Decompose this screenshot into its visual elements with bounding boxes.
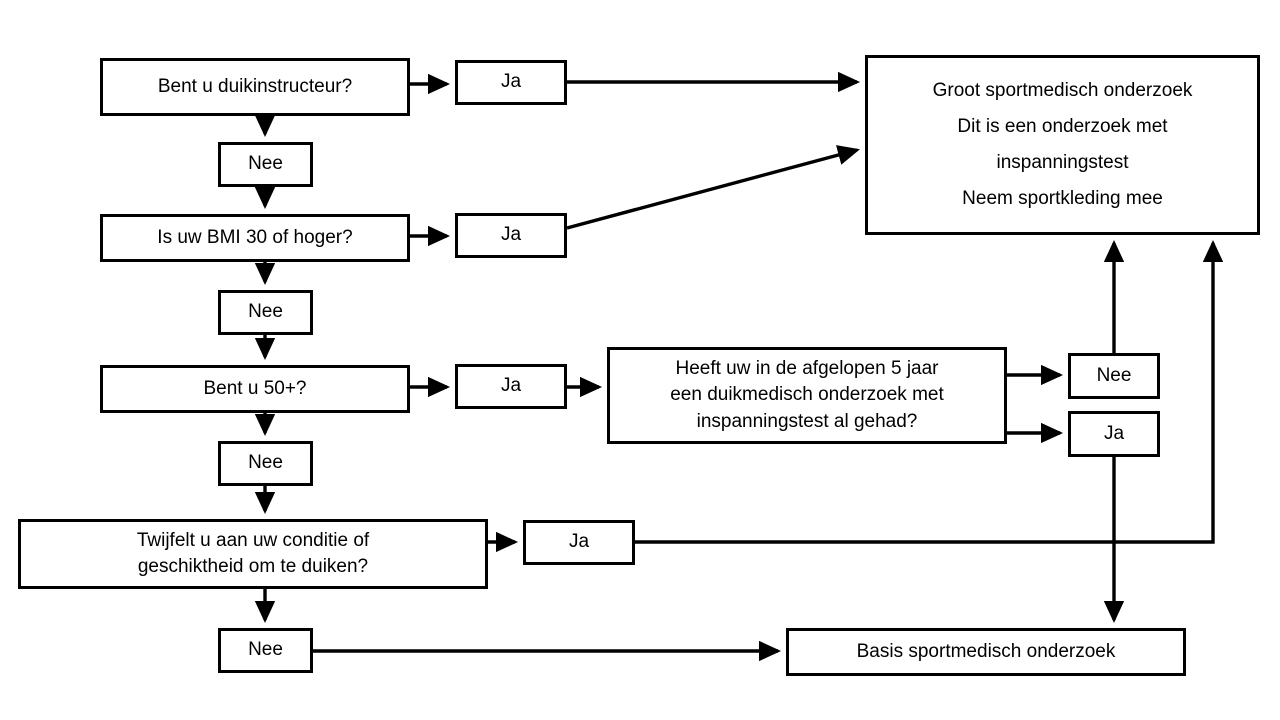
node-line: Nee <box>248 452 283 474</box>
answer-ja-1 <box>455 60 567 105</box>
question-50-plus <box>100 365 410 413</box>
edge-ja2-to-groot <box>567 150 857 228</box>
outcome-basis-sportmedisch-onderzoek <box>786 628 1186 676</box>
answer-ja-5 <box>523 520 635 565</box>
node-line: Nee <box>248 639 283 661</box>
node-line: Ja <box>500 224 522 246</box>
answer-nee-2 <box>218 290 313 335</box>
question-twijfel-conditie <box>18 519 488 589</box>
node-line: Dit is een onderzoek met <box>957 115 1168 137</box>
node-line: geschiktheid om te duiken? <box>137 556 369 577</box>
node-line: Ja <box>1103 422 1125 444</box>
question-duikinstructeur <box>100 58 410 116</box>
node-line: Nee <box>1096 364 1132 386</box>
node-line: Ja <box>500 71 522 93</box>
node-line: Bent u 50+? <box>203 377 307 399</box>
answer-nee-5 <box>218 628 313 673</box>
answer-nee-1 <box>218 142 313 187</box>
answer-ja-2 <box>455 213 567 258</box>
node-line: Ja <box>568 531 590 553</box>
node-line: een duikmedisch onderzoek met <box>670 384 944 406</box>
answer-nee-3 <box>1068 353 1160 399</box>
node-line: Nee <box>248 301 283 323</box>
node-line: Neem sportkleding mee <box>962 188 1163 210</box>
node-line: Ja <box>500 375 522 397</box>
answer-ja-3 <box>455 364 567 409</box>
node-line: Bent u duikinstructeur? <box>157 75 353 97</box>
answer-nee-4 <box>218 441 313 486</box>
node-line: Nee <box>248 153 283 175</box>
outcome-groot-sportmedisch-onderzoek <box>865 55 1260 235</box>
node-line: inspanningstest al gehad? <box>696 410 918 432</box>
node-line: Basis sportmedisch onderzoek <box>856 640 1116 662</box>
question-eerder-duikmedisch-onderzoek <box>607 347 1007 444</box>
answer-ja-4 <box>1068 411 1160 457</box>
node-line: Groot sportmedisch onderzoek <box>932 79 1193 101</box>
node-line: Twijfelt u aan uw conditie of <box>136 529 370 551</box>
node-line: inspanningstest <box>996 152 1129 173</box>
node-line: Heeft uw in de afgelopen 5 jaar <box>675 358 939 380</box>
node-line: Is uw BMI 30 of hoger? <box>157 226 353 248</box>
question-bmi <box>100 214 410 262</box>
